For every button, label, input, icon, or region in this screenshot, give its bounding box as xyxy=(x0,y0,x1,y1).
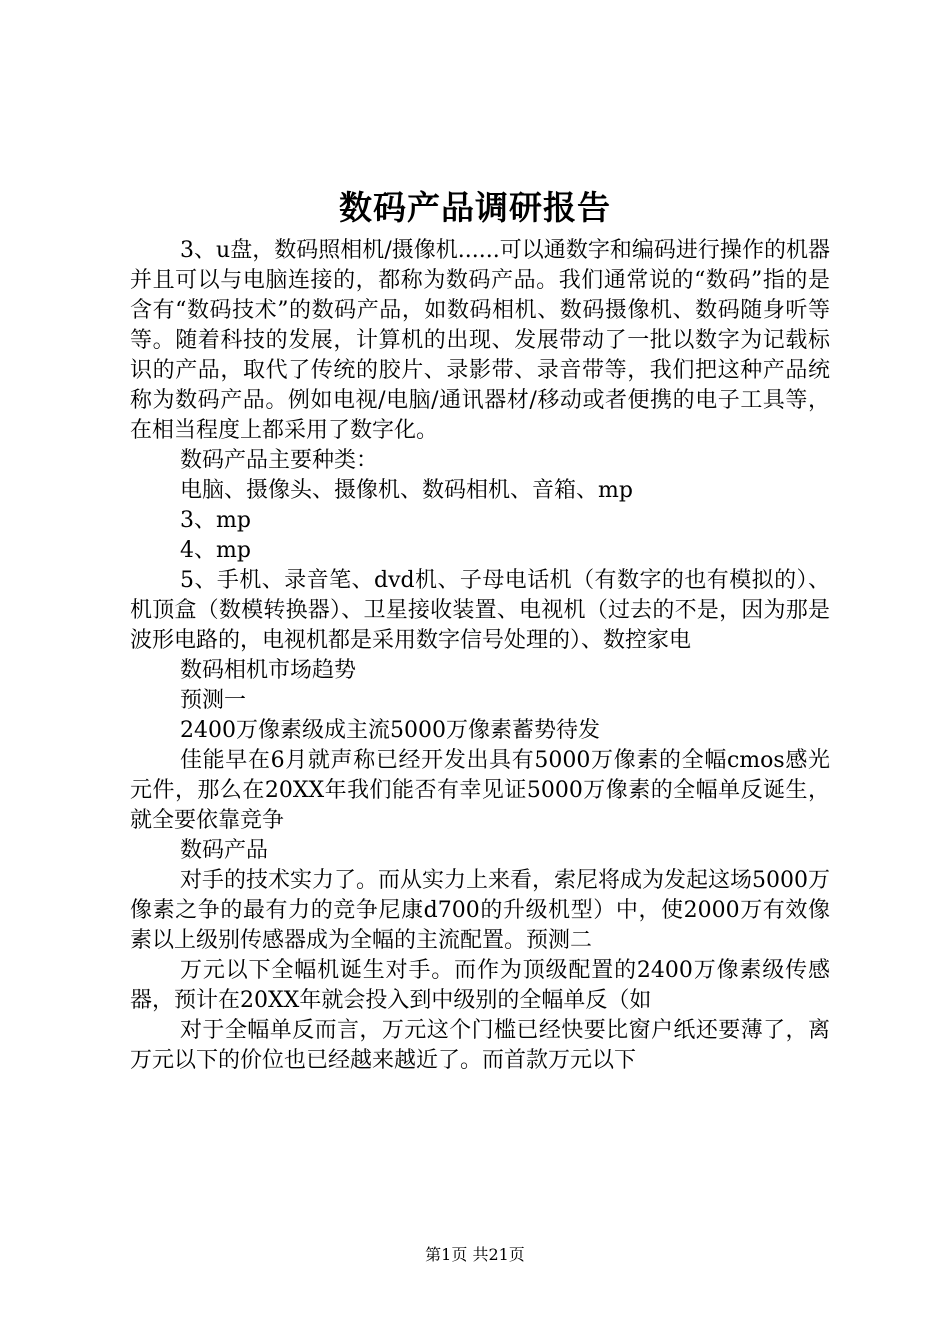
paragraph-mp4: 4、mp xyxy=(180,538,251,563)
document-title: 数码产品调研报告 xyxy=(339,188,611,227)
paragraph-canon: 佳能早在6月就声称已经开发出具有5000万像素的全幅cmos感光元件，那么在20XX年我们能否有幸见证5000万像素的全幅单反诞生，就全要依靠竞争 xyxy=(130,748,830,833)
paragraph-pixel-headline: 2400万像素级成主流5000万像素蓄势待发 xyxy=(180,718,600,743)
paragraph-intro: 3、u盘，数码照相机/摄像机......可以通数字和编码进行操作的机器并且可以与电脑连接的，都称为数码产品。我们通常说的“数码”指的是含有“数码技术”的数码产品，如数码相机、数码摄像机、数码随身听等等。随着科技的发展，计算机的出现、发展带动了一批以数字为记载标识的产品，取代了传统的胶片、录影带、录音带等，我们把这种产品统称为数码产品。例如电视/电脑/通讯器材/移动或者便携的电子工具等，在相当程度上都采用了数字化。 xyxy=(130,238,830,443)
paragraph-types-list: 电脑、摄像头、摄像机、数码相机、音箱、mp xyxy=(180,478,633,503)
document-body xyxy=(130,236,830,1076)
paragraph-mp3: 3、mp xyxy=(180,508,251,533)
paragraph-competitor: 对手的技术实力了。而从实力上来看，索尼将成为发起这场5000万像素之争的最有力的竞争尼康d700的升级机型）中，使2000万有效像素以上级别传感器成为全幅的主流配置。预测二 xyxy=(130,868,830,953)
paragraph-threshold: 对于全幅单反而言，万元这个门槛已经快要比窗户纸还要薄了，离万元以下的价位也已经越来越近了。而首款万元以下 xyxy=(130,1018,830,1073)
paragraph-digital-products: 数码产品 xyxy=(180,838,269,863)
paragraph-market-trend: 数码相机市场趋势 xyxy=(180,658,357,683)
paragraph-forecast-one: 预测一 xyxy=(180,688,247,713)
paragraph-types-heading: 数码产品主要种类： xyxy=(180,448,379,473)
paragraph-mp5-list: 5、手机、录音笔、dvd机、子母电话机（有数字的也有模拟的）、机顶盒（数模转换器）、卫星接收装置、电视机（过去的不是，因为那是波形电路的，电视机都是采用数字信号处理的）、数控家电 xyxy=(130,568,830,653)
paragraph-full-frame: 万元以下全幅机诞生对手。而作为顶级配置的2400万像素级传感器，预计在20XX年就会投入到中级别的全幅单反（如 xyxy=(130,958,830,1013)
page-footer: 第1页 共21页 xyxy=(425,1245,525,1264)
